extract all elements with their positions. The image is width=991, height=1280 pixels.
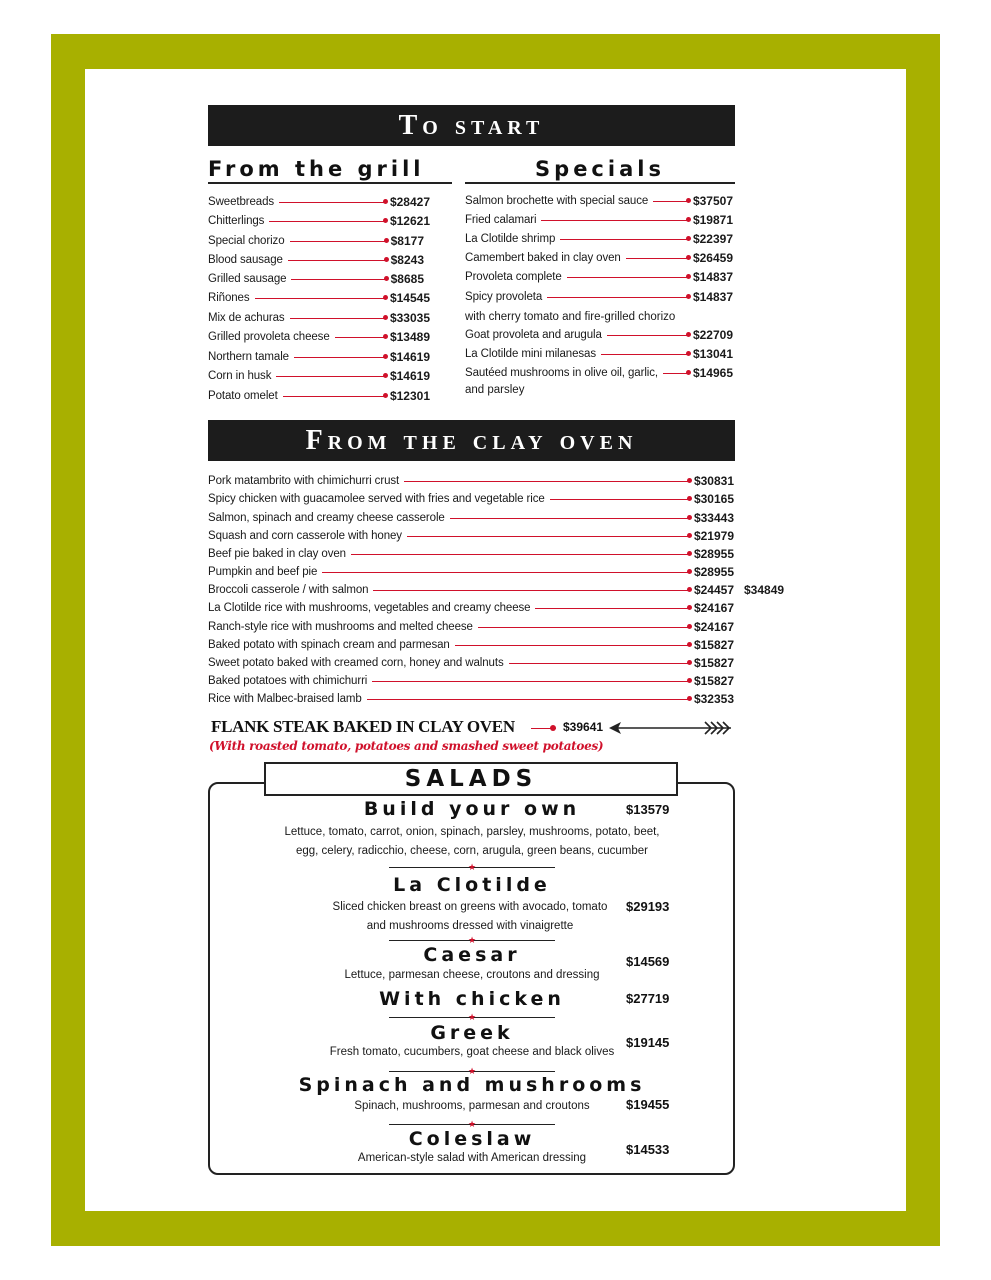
salad-description: Lettuce, tomato, carrot, onion, spinach, parsley, mushrooms, potato, beet,: [284, 826, 660, 838]
specials-item: [465, 326, 733, 344]
item-price: $33035: [389, 311, 430, 325]
item-name: Grilled sausage: [208, 273, 287, 285]
item-price: $14837: [692, 290, 733, 304]
leader-line: [373, 590, 689, 591]
clay-oven-item: [208, 490, 734, 508]
flank-steak-note: (With roasted tomato, potatoes and smashed sweet potatoes): [209, 739, 604, 753]
item-price: $13041: [692, 347, 733, 361]
salad-name: Build your own: [363, 798, 581, 820]
leader-line: [351, 554, 689, 555]
grill-item: [208, 212, 430, 230]
item-name: Rice with Malbec-braised lamb: [208, 693, 362, 705]
salad-name: With chicken: [379, 988, 565, 1010]
leader-line: [322, 572, 689, 573]
clay-oven-item: [208, 472, 734, 490]
clay-oven-item: [208, 599, 734, 617]
item-price: $13489: [389, 330, 430, 344]
salad-description: Sliced chicken breast on greens with avocado, tomato: [332, 901, 608, 913]
item-price: $28955: [693, 565, 734, 579]
item-price: $19871: [692, 213, 733, 227]
grill-item: [208, 270, 424, 288]
grill-item: [208, 193, 430, 211]
leader-line: [335, 337, 385, 338]
grill-item: [208, 309, 430, 327]
item-price: $14965: [692, 366, 733, 380]
flank-steak-price: $39641: [563, 720, 604, 734]
grill-item: [208, 232, 424, 250]
arrow-icon: [607, 719, 737, 737]
clay-oven-item: [208, 690, 734, 708]
salad-price: $19455: [626, 1097, 670, 1112]
item-name: Chitterlings: [208, 215, 265, 227]
grill-item: [208, 289, 430, 307]
leader-line: [567, 277, 688, 278]
grill-item: [208, 387, 430, 405]
to-start-banner: To start: [208, 105, 735, 146]
item-price: $14837: [692, 270, 733, 284]
item-price: $33443: [693, 511, 734, 525]
item-price: $37507: [692, 194, 733, 208]
item-price: $22709: [692, 328, 733, 342]
salad-description: Spinach, mushrooms, parmesan and croutons: [354, 1100, 590, 1112]
item-name: Sweet potato baked with creamed corn, honey and walnuts: [208, 657, 504, 669]
item-name: La Clotilde shrimp: [465, 233, 556, 245]
leader-line: [372, 681, 689, 682]
salad-name: Caesar: [423, 944, 521, 966]
grill-item: [208, 251, 424, 269]
item-price: $24167: [693, 620, 734, 634]
item-price: $14619: [389, 350, 430, 364]
item-name: Baked potatoes with chimichurri: [208, 675, 368, 687]
clay-oven-item: [208, 654, 734, 672]
specials-item: [465, 192, 733, 210]
clay-oven-item: [208, 618, 734, 636]
leader-line: [269, 221, 385, 222]
item-name: Corn in husk: [208, 370, 272, 382]
specials-item: [465, 288, 733, 306]
salad-description: and mushrooms dressed with vinaigrette: [366, 920, 574, 932]
item-name: Ranch-style rice with mushrooms and melted cheese: [208, 621, 473, 633]
item-price: $14619: [389, 369, 430, 383]
salad-price: $13579: [626, 802, 670, 817]
item-name: Mix de achuras: [208, 312, 285, 324]
salad-description: American-style salad with American dressing: [357, 1152, 587, 1164]
salad-name: Spinach and mushrooms: [298, 1074, 646, 1096]
item-price: $30165: [693, 492, 734, 506]
item-price: $15827: [693, 638, 734, 652]
item-name: Fried calamari: [465, 214, 537, 226]
from-the-grill-heading: From the grill: [208, 156, 452, 184]
salad-name: Greek: [430, 1022, 514, 1044]
item-price: $28427: [389, 195, 430, 209]
leader-line: [290, 241, 386, 242]
clay-oven-item: [208, 563, 734, 581]
leader-line: [367, 699, 689, 700]
item-name: Potato omelet: [208, 390, 278, 402]
item-name: Pork matambrito with chimichurri crust: [208, 475, 400, 487]
leader-line: [450, 518, 689, 519]
salad-name: La Clotilde: [393, 874, 551, 896]
specials-item: [465, 211, 733, 229]
leader-line: [407, 536, 689, 537]
item-price: $8685: [390, 272, 424, 286]
leader-line: [455, 645, 689, 646]
leader-line: [663, 373, 688, 374]
item-name: Northern tamale: [208, 351, 289, 363]
salad-price: $19145: [626, 1035, 670, 1050]
item-price: $15827: [693, 656, 734, 670]
item-price: $26459: [692, 251, 733, 265]
item-price: $8177: [390, 234, 424, 248]
leader-line: [601, 354, 688, 355]
item-name: Salmon brochette with special sauce: [465, 195, 649, 207]
item-name: Riñones: [208, 292, 250, 304]
item-name: Sweetbreads: [208, 196, 275, 208]
specials-item: [465, 364, 733, 382]
mushroom-note: and parsley: [465, 384, 525, 396]
item-price: $30831: [693, 474, 734, 488]
item-name: Blood sausage: [208, 254, 283, 266]
clay-oven-item: [208, 509, 734, 527]
item-name: Spicy provoleta: [465, 291, 543, 303]
star-icon: ★: [468, 1119, 477, 1129]
item-name: Provoleta complete: [465, 271, 562, 283]
leader-line: [509, 663, 689, 664]
item-name: Spicy chicken with guacamolee served with fries and vegetable rice: [208, 493, 545, 505]
star-icon: ★: [468, 1012, 477, 1022]
star-icon: ★: [468, 1066, 477, 1076]
leader-line: [294, 357, 385, 358]
item-price: $14545: [389, 291, 430, 305]
item-name: Goat provoleta and arugula: [465, 329, 602, 341]
item-name: Special chorizo: [208, 235, 285, 247]
clay-oven-item: [208, 545, 734, 563]
leader-line: [478, 627, 689, 628]
item-name: Squash and corn casserole with honey: [208, 530, 402, 542]
item-price: $28955: [693, 547, 734, 561]
leader-line: [276, 376, 385, 377]
item-price: $12301: [389, 389, 430, 403]
item-name: Pumpkin and beef pie: [208, 566, 318, 578]
grill-item: [208, 348, 430, 366]
salad-price: $14569: [626, 954, 670, 969]
item-price: $15827: [693, 674, 734, 688]
salad-price: $27719: [626, 991, 670, 1006]
clay-oven-item: [208, 672, 734, 690]
leader-line: [653, 201, 688, 202]
leader-line: [626, 258, 688, 259]
item-name: Baked potato with spinach cream and parmesan: [208, 639, 450, 651]
clay-oven-item: [208, 527, 734, 545]
salad-name: Coleslaw: [408, 1128, 536, 1150]
leader-line: [279, 202, 385, 203]
flank-steak-title: FLANK STEAK BAKED IN CLAY OVEN: [211, 717, 515, 736]
specials-item: [465, 268, 733, 286]
specials-heading: Specials: [465, 156, 735, 184]
item-name: Grilled provoleta cheese: [208, 331, 330, 343]
item-price: $22397: [692, 232, 733, 246]
item-price: $32353: [693, 692, 734, 706]
star-icon: ★: [468, 935, 477, 945]
specials-item: [465, 230, 733, 248]
salads-heading: SALADS: [264, 762, 678, 796]
spicy-provoleta-note: with cherry tomato and fire-grilled chorizo: [465, 311, 676, 323]
item-name: La Clotilde mini milanesas: [465, 348, 596, 360]
item-price: $21979: [693, 529, 734, 543]
salad-description: Lettuce, parmesan cheese, croutons and dressing: [344, 969, 600, 981]
item-name: Camembert baked in clay oven: [465, 252, 621, 264]
leader-line: [290, 318, 385, 319]
leader-line: [291, 279, 385, 280]
item-name: Salmon, spinach and creamy cheese casserole: [208, 512, 445, 524]
leader-line: [607, 335, 688, 336]
salad-price: $14533: [626, 1142, 670, 1157]
leader-line: [283, 396, 385, 397]
leader-line: [560, 239, 688, 240]
item-name: Beef pie baked in clay oven: [208, 548, 346, 560]
salad-price: $29193: [626, 899, 670, 914]
item-price: $24167: [693, 601, 734, 615]
item-name: La Clotilde rice with mushrooms, vegetables and creamy cheese: [208, 602, 531, 614]
grill-item: [208, 328, 430, 346]
specials-item: [465, 249, 733, 267]
leader-line: [255, 298, 385, 299]
item-name: Sautéed mushrooms in olive oil, garlic,: [465, 367, 658, 379]
item-price: $8243: [390, 253, 424, 267]
item-price: $24457: [693, 583, 734, 597]
clay-oven-item: [208, 636, 734, 654]
grill-item: [208, 367, 430, 385]
leader-line: [535, 608, 689, 609]
leader-line: [550, 499, 689, 500]
leader-line: [547, 297, 688, 298]
clay-oven-banner: From the clay oven: [208, 420, 735, 461]
leader-dot: [550, 725, 556, 731]
star-icon: ★: [468, 862, 477, 872]
item-price-alt: $34849: [744, 583, 785, 597]
leader-line: [541, 220, 688, 221]
specials-item: [465, 345, 733, 363]
leader-line: [404, 481, 689, 482]
item-price: $12621: [389, 214, 430, 228]
salad-description: egg, celery, radicchio, cheese, corn, arugula, green beans, cucumber: [295, 845, 648, 857]
salad-description: Fresh tomato, cucumbers, goat cheese and black olives: [329, 1046, 615, 1058]
item-name: Broccoli casserole / with salmon: [208, 584, 369, 596]
leader-line: [288, 260, 386, 261]
clay-oven-item: [208, 581, 785, 599]
